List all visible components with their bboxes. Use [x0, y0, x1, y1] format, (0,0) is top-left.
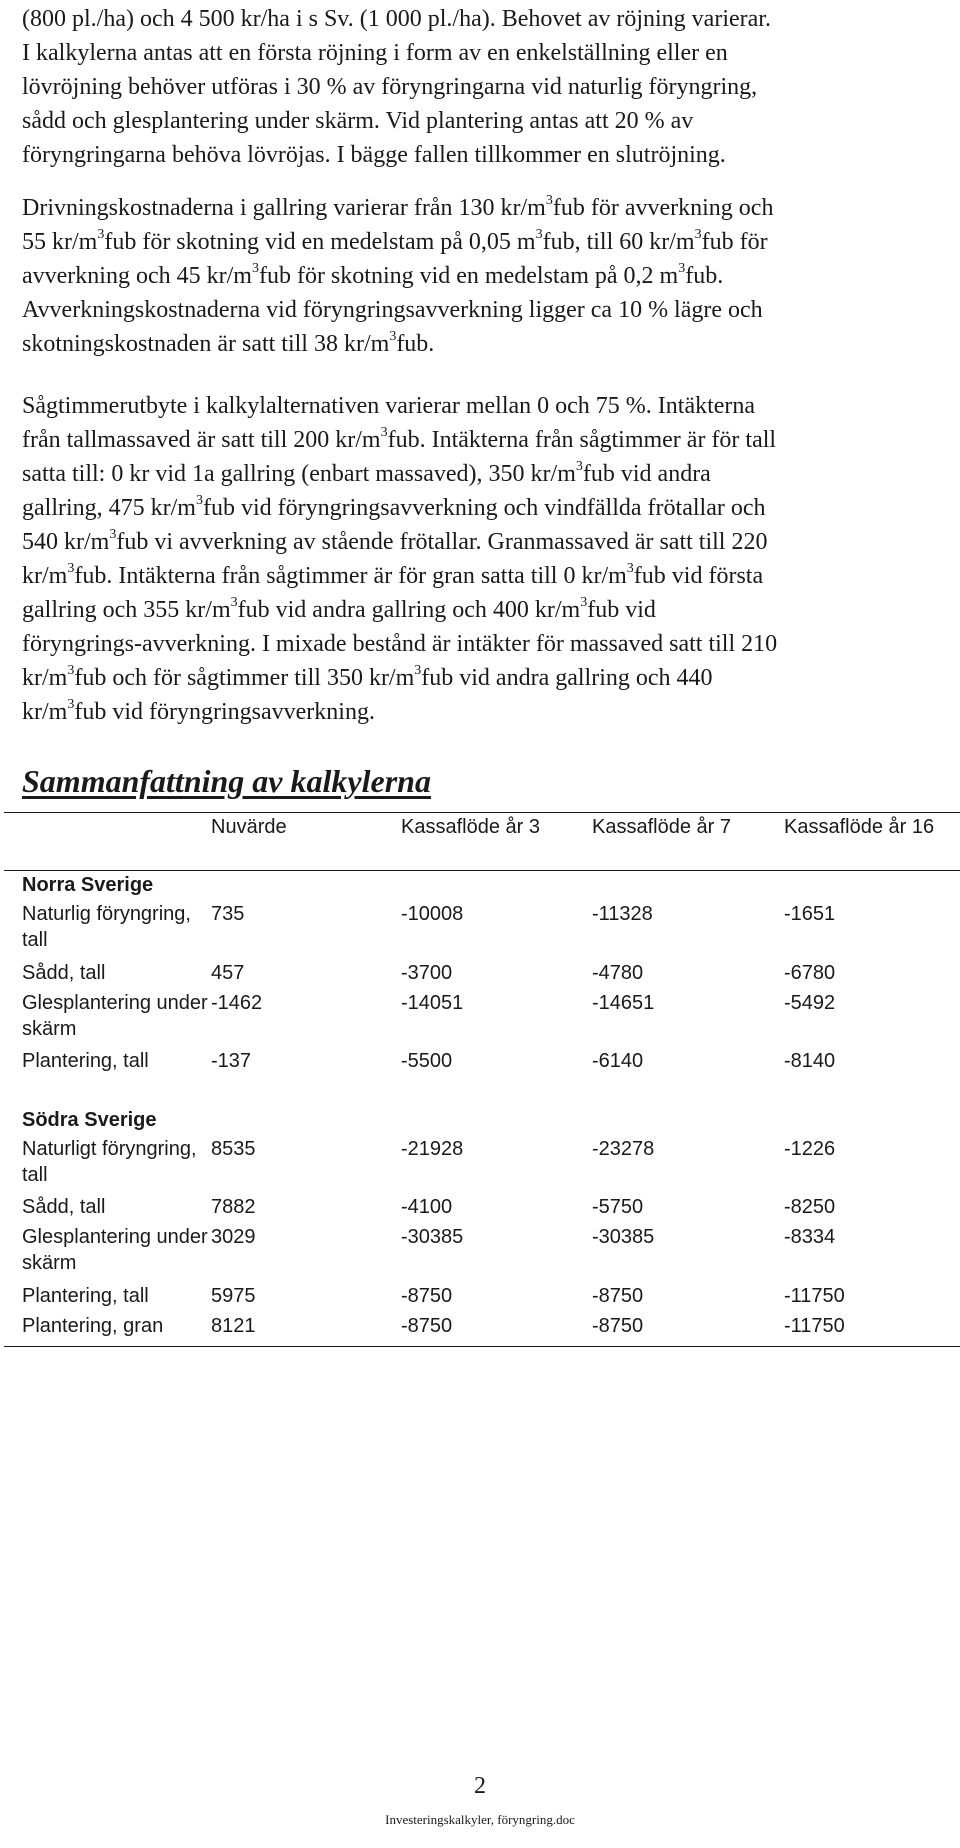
- text-line: satta till: 0 kr vid 1a gallring (enbart massaved), 350 $kr/m^3fub$ vid andra: [22, 459, 711, 487]
- text-line: Drivningskostnaderna i gallring varierar från 130 $kr/m^3fub$ för avverkning och: [22, 193, 774, 221]
- text-line: skotningskostnaden är satt till 38 $kr/m^3fub$.: [22, 329, 435, 357]
- table-top-rule: [4, 812, 960, 813]
- column-header: Kassaflöde år 7: [592, 816, 731, 838]
- text-line: I kalkylerna antas att en första röjning i form av en enkelställning eller en: [22, 40, 728, 66]
- row-value: -21928: [401, 1138, 464, 1160]
- row-value: 7882: [211, 1196, 256, 1218]
- row-value: -1226: [784, 1138, 836, 1160]
- page-number: 2: [474, 1773, 486, 1799]
- text-line: gallring och 355 $kr/m^3fub$ vid andra gallring och 400 $kr/m^3fub$ vid: [22, 595, 656, 623]
- table-header-rule: [4, 870, 960, 871]
- text-line: från tallmassaved är satt till 200 $kr/m^3fub$. Intäkterna från sågtimmer är för tall: [22, 425, 777, 453]
- row-value: -5492: [784, 992, 836, 1014]
- section-title-north: Norra Sverige: [22, 874, 154, 896]
- text-line: föryngringarna behöva lövröjas. I bägge fallen tillkommer en slutröjning.: [22, 142, 726, 168]
- row-value: -8334: [784, 1226, 836, 1248]
- column-header: Nuvärde: [211, 816, 287, 838]
- row-value: 5975: [211, 1285, 256, 1307]
- row-label: Plantering, tall: [22, 1050, 149, 1072]
- text-line: Sågtimmerutbyte i kalkylalternativen varierar mellan 0 och 75 %. Intäkterna: [22, 393, 756, 419]
- text-line: 540 $kr/m^3fub$ vi avverkning av stående frötallar. Granmassaved är satt till 220: [22, 527, 768, 555]
- paragraph-clearing: [22, 2, 952, 172]
- row-value: -4780: [592, 962, 644, 984]
- row-label: Plantering, tall: [22, 1285, 149, 1307]
- row-label: Naturlig föryngring, tall: [22, 903, 191, 951]
- text-line: föryngrings-avverkning. I mixade bestånd är intäkter för massaved satt till 210: [22, 631, 778, 657]
- row-value: 457: [211, 962, 245, 984]
- text-line: $kr/m^3fub$ och för sågtimmer till 350 $kr/m^3fub$ vid andra gallring och 440: [22, 663, 713, 691]
- paragraph-harvest-costs: [22, 191, 952, 361]
- row-value: -30385: [401, 1226, 464, 1248]
- row-value: -8750: [401, 1315, 453, 1337]
- row-value: -3700: [401, 962, 453, 984]
- row-value: -5500: [401, 1050, 453, 1072]
- paragraph-revenues: [22, 389, 952, 729]
- row-value: -10008: [401, 903, 464, 925]
- row-value: -6140: [592, 1050, 644, 1072]
- row-value: -1651: [784, 903, 836, 925]
- row-value: -11750: [784, 1315, 845, 1337]
- row-value: -4100: [401, 1196, 453, 1218]
- row-value: -5750: [592, 1196, 644, 1218]
- row-value: -8750: [592, 1315, 644, 1337]
- row-label: Plantering, gran: [22, 1315, 164, 1337]
- row-value: -30385: [592, 1226, 655, 1248]
- column-header: Kassaflöde år 3: [401, 816, 540, 838]
- row-label: Glesplantering under skärm: [22, 992, 208, 1040]
- text-line: $kr/m^3fub$. Intäkterna från sågtimmer är för gran satta till 0 $kr/m^3fub$ vid första: [22, 561, 764, 589]
- row-value: -8750: [592, 1285, 644, 1307]
- row-value: -6780: [784, 962, 836, 984]
- text-line: $kr/m^3fub$ vid föryngringsavverkning.: [22, 697, 375, 725]
- text-line: avverkning och 45 $kr/m^3fub$ för skotning vid en medelstam på 0,2 $m^3fub$.: [22, 261, 724, 289]
- row-value: -8250: [784, 1196, 836, 1218]
- document-filename: Investeringskalkyler, föryngring.doc: [385, 1812, 575, 1827]
- row-label: Glesplantering under skärm: [22, 1226, 208, 1274]
- text-line: lövröjning behöver utföras i 30 % av föryngringarna vid naturlig föryngring,: [22, 74, 758, 100]
- row-value: 8121: [211, 1315, 256, 1337]
- text-line: gallring, 475 $kr/m^3fub$ vid föryngringsavverkning och vindfällda frötallar och: [22, 493, 766, 521]
- section-heading: Sammanfattning av kalkylerna: [22, 763, 431, 799]
- row-value: -11750: [784, 1285, 845, 1307]
- row-label: Sådd, tall: [22, 962, 106, 984]
- text-line: 55 $kr/m^3fub$ för skotning vid en medelstam på 0,05 $m^3fub$, till 60 $kr/m^3fub$ för: [22, 227, 768, 255]
- row-value: -8750: [401, 1285, 453, 1307]
- table-bottom-rule: [4, 1346, 960, 1347]
- column-header: Kassaflöde år 16: [784, 816, 935, 838]
- text-line: Avverkningskostnaderna vid föryngringsavverkning ligger ca 10 % lägre och: [22, 297, 763, 323]
- row-value: -14651: [592, 992, 655, 1014]
- row-value: -11328: [592, 903, 653, 925]
- row-value: -8140: [784, 1050, 836, 1072]
- row-value: 3029: [211, 1226, 256, 1248]
- row-value: 8535: [211, 1138, 256, 1160]
- row-label: Naturligt föryngring, tall: [22, 1138, 197, 1186]
- row-value: -23278: [592, 1138, 655, 1160]
- row-value: 735: [211, 903, 245, 925]
- row-label: Sådd, tall: [22, 1196, 106, 1218]
- text-line: sådd och glesplantering under skärm. Vid plantering antas att 20 % av: [22, 108, 694, 134]
- section-title-south: Södra Sverige: [22, 1109, 157, 1131]
- text-line: (800 pl./ha) och 4 500 kr/ha i s Sv. (1 000 pl./ha). Behovet av röjning varierar.: [22, 6, 771, 32]
- row-value: -1462: [211, 992, 263, 1014]
- row-value: -137: [211, 1050, 252, 1072]
- row-value: -14051: [401, 992, 464, 1014]
